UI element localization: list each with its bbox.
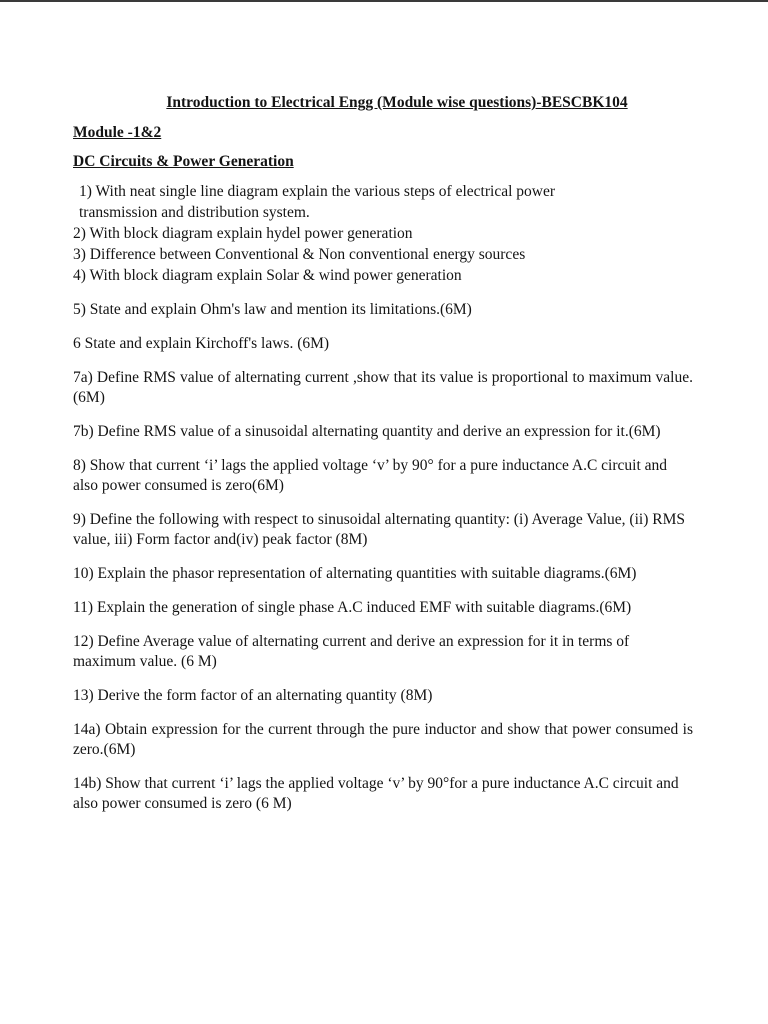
section-heading: DC Circuits & Power Generation (73, 153, 294, 170)
question-3: 3) Difference between Conventional & Non conventional energy sources (73, 246, 526, 263)
question-5: 5) State and explain Ohm's law and mention its limitations.(6M) (73, 301, 472, 318)
question-paper (73, 94, 693, 814)
question-7a: 7a) Define RMS value of alternating current ,show that its value is proportional to maximum value.(6M) (73, 369, 693, 406)
question-4: 4) With block diagram explain Solar & wind power generation (73, 267, 462, 284)
document-title: Introduction to Electrical Engg (Module wise questions)-BESCBK104 (166, 94, 628, 111)
question-12: 12) Define Average value of alternating current and derive an expression for it in terms of maximum value. (6 M) (73, 633, 630, 670)
question-14a: 14a) Obtain expression for the current through the pure inductor and show that power consumed is zero.(6M) (73, 721, 693, 758)
top-border-line (0, 0, 768, 2)
question-8: 8) Show that current ‘i’ lags the applied voltage ‘v’ by 90° for a pure inductance A.C circuit and also power consumed is zero(6M) (73, 457, 668, 494)
question-group-intro (73, 181, 693, 286)
question-10: 10) Explain the phasor representation of alternating quantities with suitable diagrams.(6M) (73, 565, 637, 582)
question-9: 9) Define the following with respect to sinusoidal alternating quantity: (i) Average Value, (ii) RMS value, iii) Form factor and(iv) peak factor (8M) (73, 511, 685, 548)
question-14b: 14b) Show that current ‘i’ lags the applied voltage ‘v’ by 90°for a pure inductance A.C circuit and also power consumed is zero (6 M) (73, 775, 679, 812)
question-7b: 7b) Define RMS value of a sinusoidal alternating quantity and derive an expression for it.(6M) (73, 423, 661, 440)
question-1: 1) With neat single line diagram explain the various steps of electrical power transmission and distribution system. (79, 183, 555, 221)
module-heading: Module -1&2 (73, 124, 162, 141)
question-2: 2) With block diagram explain hydel power generation (73, 225, 413, 242)
question-11: 11) Explain the generation of single phase A.C induced EMF with suitable diagrams.(6M) (73, 599, 632, 616)
question-6: 6 State and explain Kirchoff's laws. (6M) (73, 335, 330, 352)
question-13: 13) Derive the form factor of an alternating quantity (8M) (73, 687, 433, 704)
